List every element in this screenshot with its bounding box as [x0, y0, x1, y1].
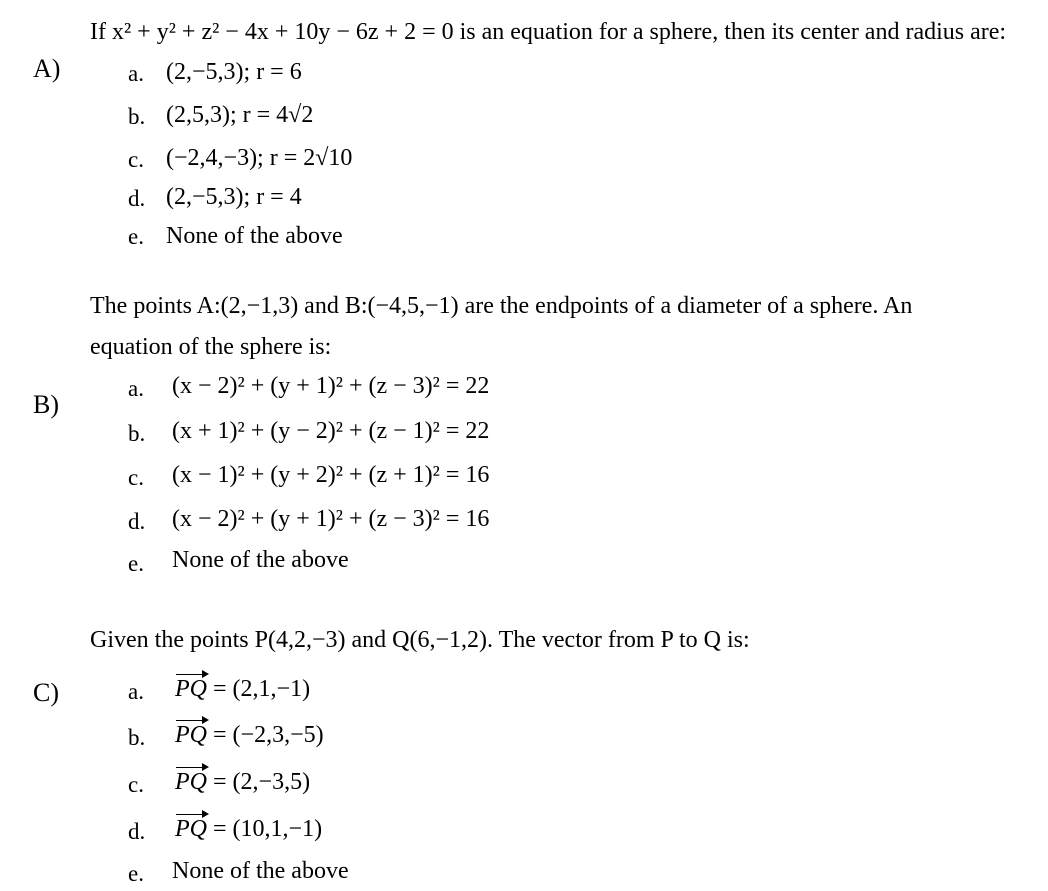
option-b-expression [175, 723, 324, 747]
option-text: (x + 1)² + (y − 2)² + (z − 1)² = 22 [172, 418, 490, 444]
option-text: None of the above [172, 547, 349, 573]
question-stem: If x² + y² + z² − 4x + 10y − 6z + 2 = 0 is an equation for a sphere, then its center and radius are: [90, 19, 1007, 45]
option-text: None of the above [166, 223, 343, 249]
option-text: (2,5,3); r = 4√2 [166, 102, 314, 128]
option-letter: c. [128, 147, 144, 172]
option-text: (x − 1)² + (y + 2)² + (z + 1)² = 16 [172, 462, 490, 488]
option-letter: a. [128, 679, 144, 704]
option-letter: a. [128, 61, 144, 86]
option-text: (−2,4,−3); r = 2√10 [166, 145, 353, 171]
option-letter: e. [128, 224, 144, 249]
option-letter: d. [128, 509, 146, 534]
option-text: = (10,1,−1) [207, 816, 323, 842]
option-letter: c. [128, 772, 144, 797]
option-letter: b. [128, 421, 146, 446]
vector-pq: PQ [175, 676, 207, 702]
option-letter: d. [128, 186, 146, 211]
question-label: A) [33, 54, 61, 83]
option-d-expression [175, 817, 322, 841]
option-letter: c. [128, 465, 144, 490]
option-c-expression [175, 770, 310, 794]
question-stem-line-1: The points A:(2,−1,3) and B:(−4,5,−1) are the endpoints of a diameter of a sphere. An [90, 293, 913, 319]
option-text: = (−2,3,−5) [207, 722, 324, 748]
option-text: (x − 2)² + (y + 1)² + (z − 3)² = 22 [172, 373, 490, 399]
option-a-expression [175, 677, 310, 701]
option-text: = (2,1,−1) [207, 676, 311, 702]
option-letter: e. [128, 551, 144, 576]
option-letter: b. [128, 725, 146, 750]
option-letter: d. [128, 819, 146, 844]
vector-pq: PQ [175, 816, 207, 842]
option-text: (2,−5,3); r = 4 [166, 184, 302, 210]
question-stem-line-2: equation of the sphere is: [90, 334, 332, 360]
question-label: C) [33, 678, 59, 707]
option-text: None of the above [172, 858, 349, 884]
option-letter: a. [128, 376, 144, 401]
option-letter: b. [128, 104, 146, 129]
option-text: (2,−5,3); r = 6 [166, 59, 302, 85]
question-stem: Given the points P(4,2,−3) and Q(6,−1,2). The vector from P to Q is: [90, 627, 750, 653]
option-text: = (2,−3,5) [207, 769, 311, 795]
option-letter: e. [128, 861, 144, 886]
vector-pq: PQ [175, 769, 207, 795]
vector-pq: PQ [175, 722, 207, 748]
question-label: B) [33, 390, 59, 419]
option-text: (x − 2)² + (y + 1)² + (z − 3)² = 16 [172, 506, 490, 532]
